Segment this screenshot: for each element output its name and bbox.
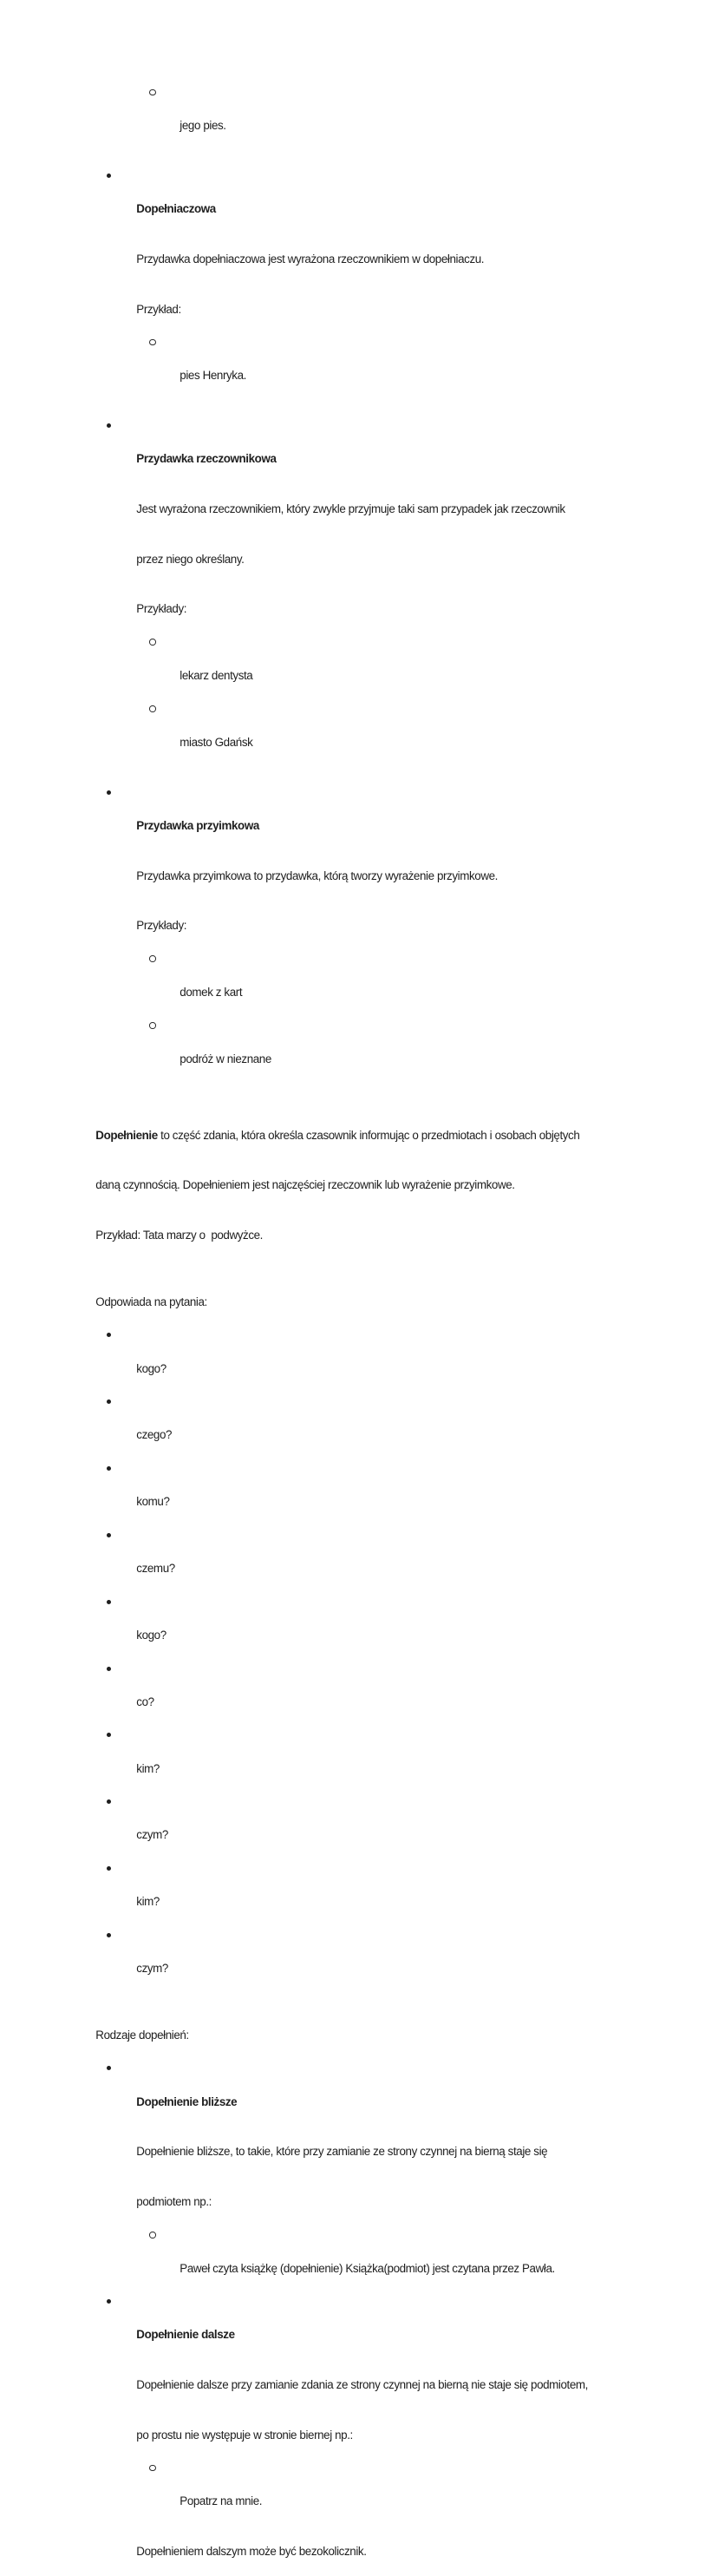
example-item	[0, 2460, 718, 2527]
body-text: po prostu nie występuje w stronie biernej np.:	[136, 2428, 353, 2442]
section-title-text: Dopełnienie dalsze	[136, 2328, 235, 2342]
example-label-text: Przykład:	[136, 302, 181, 316]
example-label-text: Przykłady:	[136, 919, 187, 933]
question-text: kogo?	[136, 1628, 166, 1642]
paragraph-text: to część zdania, która określa czasownik informując o przedmiotach i osobach objętych	[157, 1128, 580, 1142]
bullet-icon	[107, 1533, 111, 1537]
circle-bullet-icon	[149, 339, 156, 346]
note-text: Dopełnieniem dalszym może być bezokolicznik.	[136, 2545, 367, 2559]
example-text: domek z kart	[180, 985, 243, 999]
circle-bullet-icon	[149, 1022, 156, 1029]
term-dopelnienie: Dopełnienie	[95, 1128, 158, 1142]
example-label	[0, 584, 718, 634]
question-text: czym?	[136, 1828, 168, 1842]
section-title-text: Przydawka rzeczownikowa	[136, 452, 277, 466]
paragraph-line	[0, 1160, 718, 1210]
body-text: Dopełnienie bliższe, to takie, które przy zamianie ze strony czynnej na bierną staje się	[136, 2145, 548, 2159]
question-item	[0, 1860, 718, 1927]
circle-bullet-icon	[149, 89, 156, 96]
bullet-icon	[107, 1799, 111, 1804]
question-item	[0, 1393, 718, 1460]
section-title-przyimkowa	[0, 783, 718, 850]
section-title-rzeczownikowa	[0, 417, 718, 484]
question-text: czym?	[136, 1961, 168, 1975]
question-item	[0, 1460, 718, 1527]
bullet-icon	[107, 1933, 111, 1937]
circle-bullet-icon	[149, 705, 156, 712]
section-body-line	[0, 850, 718, 901]
bullet-icon	[107, 1333, 111, 1337]
bullet-icon	[107, 423, 111, 428]
question-text: kogo?	[136, 1361, 166, 1375]
question-item	[0, 1660, 718, 1727]
bullet-icon	[107, 2299, 111, 2304]
example-item	[0, 334, 718, 401]
bullet-icon	[107, 174, 111, 178]
example-text: Paweł czyta książkę (dopełnienie) Książka(podmiot) jest czytana przez Pawła.	[180, 2261, 555, 2275]
paragraph-text: Przykład: Tata marzy o podwyżce.	[95, 1229, 263, 1242]
example-item	[0, 700, 718, 767]
bullet-icon	[107, 1667, 111, 1671]
paragraph-text: daną czynnością. Dopełnieniem jest najczęściej rzeczownik lub wyrażenie przyimkowe.	[95, 1178, 515, 1192]
example-item	[0, 634, 718, 701]
paragraph-line	[0, 1210, 718, 1261]
question-item	[0, 1594, 718, 1661]
types-heading	[0, 2010, 718, 2061]
question-text: co?	[136, 1694, 154, 1708]
example-text: jego pies.	[180, 119, 226, 133]
section-body-line	[0, 2360, 718, 2410]
question-item	[0, 1793, 718, 1860]
bullet-icon	[107, 1399, 111, 1404]
example-label	[0, 284, 718, 334]
section-title-text: Dopełniaczowa	[136, 202, 216, 216]
question-text: komu?	[136, 1495, 170, 1509]
section-note	[0, 2527, 718, 2576]
question-item	[0, 1927, 718, 1994]
bullet-icon	[107, 1600, 111, 1604]
bullet-icon	[107, 2066, 111, 2070]
body-text: przez niego określany.	[136, 552, 245, 566]
questions-heading	[0, 1277, 718, 1327]
section-body-line	[0, 2409, 718, 2460]
example-item	[0, 84, 718, 151]
question-item	[0, 1527, 718, 1594]
example-text: podróż w nieznane	[180, 1052, 271, 1065]
body-text: Jest wyrażona rzeczownikiem, który zwykle przyjmuje taki sam przypadek jak rzeczownik	[136, 502, 565, 516]
section-title-dalsze	[0, 2293, 718, 2360]
example-label	[0, 901, 718, 951]
circle-bullet-icon	[149, 2232, 156, 2238]
example-item	[0, 951, 718, 1018]
body-text: Dopełnienie dalsze przy zamianie zdania ze strony czynnej na bierną nie staje się podmiotem,	[136, 2378, 589, 2392]
example-text: lekarz dentysta	[180, 669, 253, 683]
paragraph-line	[0, 1111, 718, 1161]
bullet-icon	[107, 1866, 111, 1871]
section-title-blizsze	[0, 2060, 718, 2127]
section-body-line	[0, 2177, 718, 2227]
circle-bullet-icon	[149, 639, 156, 646]
question-text: kim?	[136, 1761, 160, 1775]
bullet-icon	[107, 790, 111, 795]
heading-text: Rodzaje dopełnień:	[95, 2028, 189, 2042]
body-text: Przydawka przyimkowa to przydawka, którą tworzy wyrażenie przyimkowe.	[136, 868, 498, 882]
circle-bullet-icon	[149, 955, 156, 962]
section-body-line	[0, 534, 718, 584]
section-body-line	[0, 484, 718, 534]
section-body-line	[0, 234, 718, 285]
example-item	[0, 2226, 718, 2293]
example-item	[0, 1017, 718, 1084]
section-title-dopelniaczowa	[0, 167, 718, 234]
circle-bullet-icon	[149, 2465, 156, 2472]
bullet-icon	[107, 1466, 111, 1471]
bullet-icon	[107, 1733, 111, 1737]
question-item	[0, 1727, 718, 1793]
example-text: miasto Gdańsk	[180, 735, 253, 749]
section-title-text: Dopełnienie bliższe	[136, 2094, 238, 2108]
example-text: pies Henryka.	[180, 369, 246, 383]
question-text: czego?	[136, 1428, 173, 1442]
question-text: czemu?	[136, 1562, 175, 1576]
question-text: kim?	[136, 1895, 160, 1909]
body-text: Przydawka dopełniaczowa jest wyrażona rzeczownikiem w dopełniaczu.	[136, 252, 485, 266]
question-item	[0, 1327, 718, 1393]
section-body-line	[0, 2127, 718, 2177]
example-label-text: Przykłady:	[136, 602, 187, 616]
heading-text: Odpowiada na pytania:	[95, 1295, 207, 1308]
example-text: Popatrz na mnie.	[180, 2494, 263, 2508]
section-title-text: Przydawka przyimkowa	[136, 818, 259, 832]
body-text: podmiotem np.:	[136, 2194, 212, 2208]
